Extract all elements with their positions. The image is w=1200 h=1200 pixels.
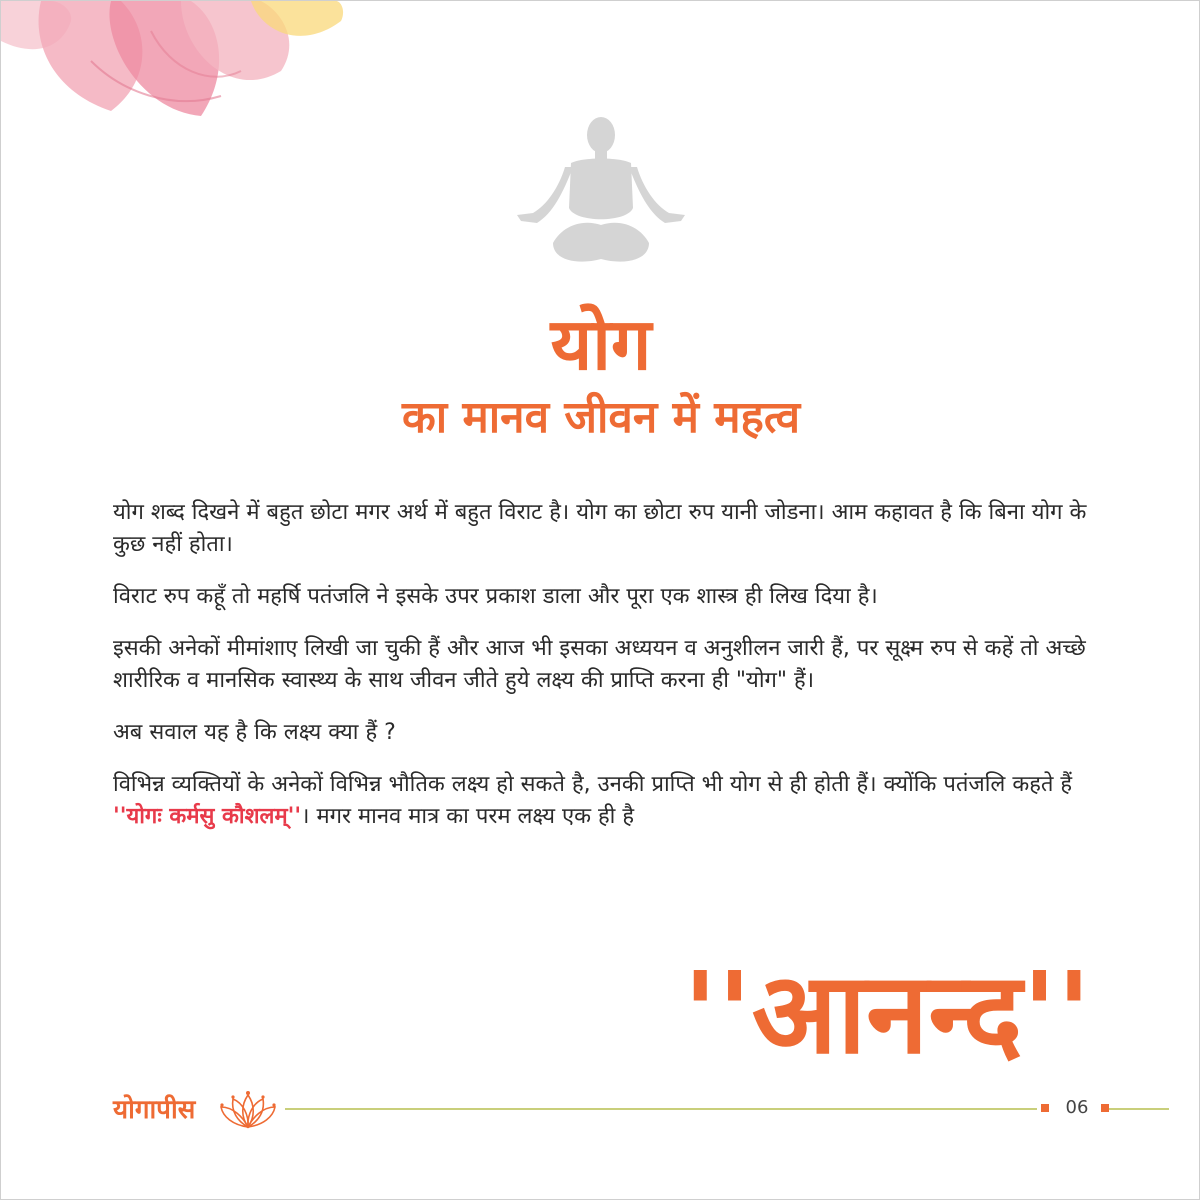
watercolor-lotus-petals xyxy=(1,1,361,141)
paragraph-5 xyxy=(113,769,1097,833)
page-title: योग xyxy=(550,302,652,386)
paragraph-1: योग शब्द दिखने में बहुत छोटा मगर अर्थ में बहुत विराट है। योग का छोटा रुप यानी जोडना। आम कहावत है कि बिना योग के कुछ नहीं होता। xyxy=(113,500,1087,557)
highlight-word: ''आनन्द'' xyxy=(683,949,1091,1079)
meditating-person-icon xyxy=(513,113,689,273)
paragraph-4: अब सवाल यह है कि लक्ष्य क्या हैं ? xyxy=(113,720,396,745)
paragraph-5-lead: विभिन्न व्यक्तियों के अनेकों विभिन्न भौतिक लक्ष्य हो सकते है, उनकी प्राप्ति भी योग से ही होती हैं। क्योंकि पतंजलि कहते हैं xyxy=(113,772,1073,797)
page-subtitle: का मानव जीवन में महत्व xyxy=(401,392,801,443)
sanskrit-quote: ''योगः कर्मसु कौशलम्'' xyxy=(113,804,302,829)
footer-rule xyxy=(285,1108,1037,1110)
page-dot-left xyxy=(1041,1104,1049,1112)
page-number: 06 xyxy=(1065,1097,1089,1118)
paragraph-5-tail: । मगर मानव मात्र का परम लक्ष्य एक ही है xyxy=(301,804,635,829)
paragraph-3: इसकी अनेकों मीमांशाए लिखी जा चुकी हैं और आज भी इसका अध्ययन व अनुशीलन जारी हैं, पर सूक्ष्म रुप से कहें तो अच्छे शारीरिक व मानसिक स्वास्थ्य के साथ जीवन जीते हुये लक्ष्य की प्राप्ति करना ही "योग" हैं। xyxy=(113,636,1086,693)
footer-rule-right xyxy=(1109,1108,1169,1110)
brand-name: योगापीस xyxy=(113,1095,196,1125)
paragraph-2: विराट रुप कहूँ तो महर्षि पतंजलि ने इसके उपर प्रकाश डाला और पूरा एक शास्त्र ही लिख दिया है। xyxy=(113,584,878,609)
lotus-logo-icon xyxy=(219,1087,277,1133)
page-dot-right xyxy=(1101,1104,1109,1112)
body-text xyxy=(113,497,1097,853)
